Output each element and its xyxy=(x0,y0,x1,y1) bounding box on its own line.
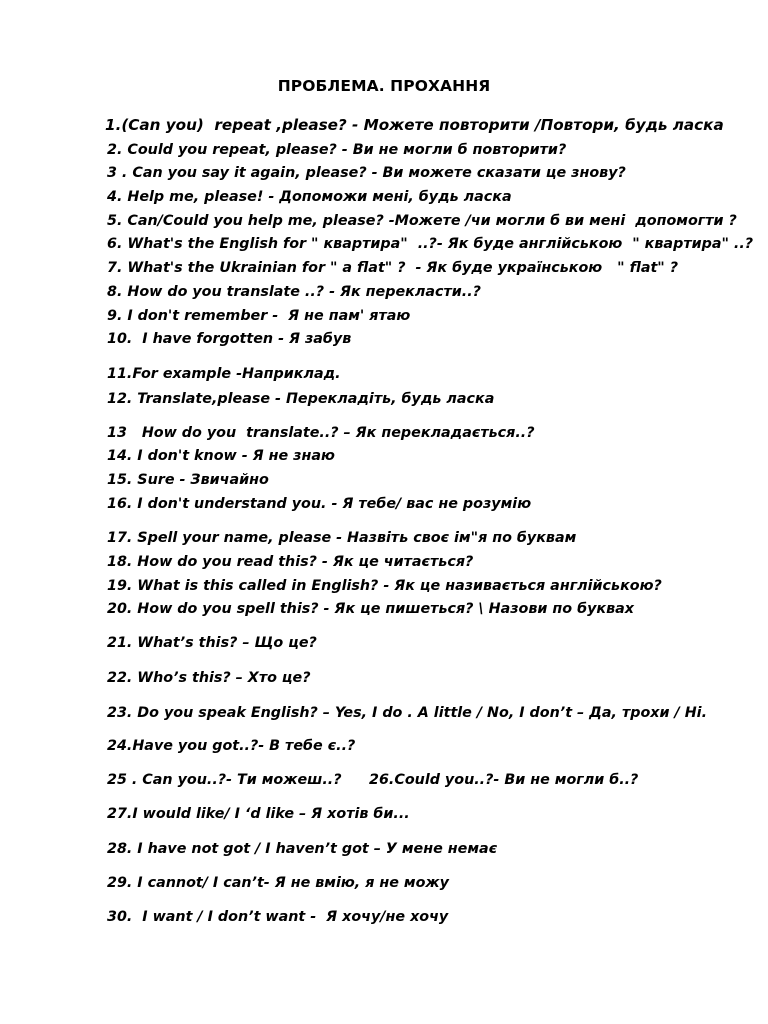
phrase-line-8: 8. How do you translate ..? - Як перекласти..? xyxy=(107,284,481,300)
phrase-line-14: 14. I don't know - Я не знаю xyxy=(107,448,335,464)
phrase-line-23: 23. Do you speak English? – Yes, I do . A little / No, I don’t – Да, трохи / Ні. xyxy=(107,705,707,721)
phrase-line-13: 13 How do you translate..? – Як перекладається..? xyxy=(107,425,535,441)
phrase-line-30: 30. I want / I don’t want - Я хочу/не хочу xyxy=(107,909,449,925)
phrase-line-2: 2. Could you repeat, please? - Ви не могли б повторити? xyxy=(107,142,567,158)
phrase-line-9: 9. I don't remember - Я не пам' ятаю xyxy=(107,308,411,324)
phrase-line-27: 27.I would like/ I ‘d like – Я хотів би... xyxy=(107,806,410,822)
phrase-line-24: 24.Have you got..?- В тебе є..? xyxy=(107,738,356,754)
phrase-line-17: 17. Spell your name, please - Назвіть своє ім"я по буквам xyxy=(107,530,577,546)
page-title: ПРОБЛЕМА. ПРОХАННЯ xyxy=(277,77,491,95)
phrase-line-10: 10. I have forgotten - Я забув xyxy=(107,331,352,347)
phrase-line-22: 22. Who’s this? – Хто це? xyxy=(107,670,311,686)
phrase-line-4: 4. Help me, please! - Допоможи мені, будь ласка xyxy=(107,189,512,205)
phrase-line-19: 19. What is this called in English? - Як це називається англійською? xyxy=(107,578,662,594)
phrase-line-6: 6. What's the English for " квартира" ..?- Як буде англійською " квартира" ..? xyxy=(107,236,754,252)
phrase-line-12: 12. Translate,please - Перекладіть, будь ласка xyxy=(107,391,495,407)
phrase-line-3: 3 . Can you say it again, please? - Ви можете сказати це знову? xyxy=(107,165,626,181)
phrase-line-25: 25 . Can you..?- Ти можеш..? xyxy=(107,772,342,788)
phrase-line-20: 20. How do you spell this? - Як це пишеться? \ Назови по буквах xyxy=(107,601,635,617)
phrase-line-28: 28. I have not got / I haven’t got – У мене немає xyxy=(107,841,498,857)
phrase-line-29: 29. I cannot/ I can’t- Я не вмію, я не можу xyxy=(107,875,449,891)
phrase-line-1: 1.(Can you) repeat ,please? - Можете повторити /Повтори, будь ласка xyxy=(105,116,724,134)
phrase-line-26: 26.Could you..?- Ви не могли б..? xyxy=(369,772,639,788)
phrase-line-5: 5. Can/Could you help me, please? -Можете /чи могли б ви мені допомогти ? xyxy=(107,213,737,229)
phrase-line-18: 18. How do you read this? - Як це читається? xyxy=(107,554,474,570)
phrase-line-16: 16. I don't understand you. - Я тебе/ вас не розумію xyxy=(107,496,532,512)
phrase-line-11: 11.For example -Наприклад. xyxy=(107,366,341,382)
phrase-line-7: 7. What's the Ukrainian for " a flat" ? - Як буде українською " flat" ? xyxy=(107,260,679,276)
phrase-line-15: 15. Sure - Звичайно xyxy=(107,472,269,488)
phrase-line-21: 21. What’s this? – Що це? xyxy=(107,635,317,651)
